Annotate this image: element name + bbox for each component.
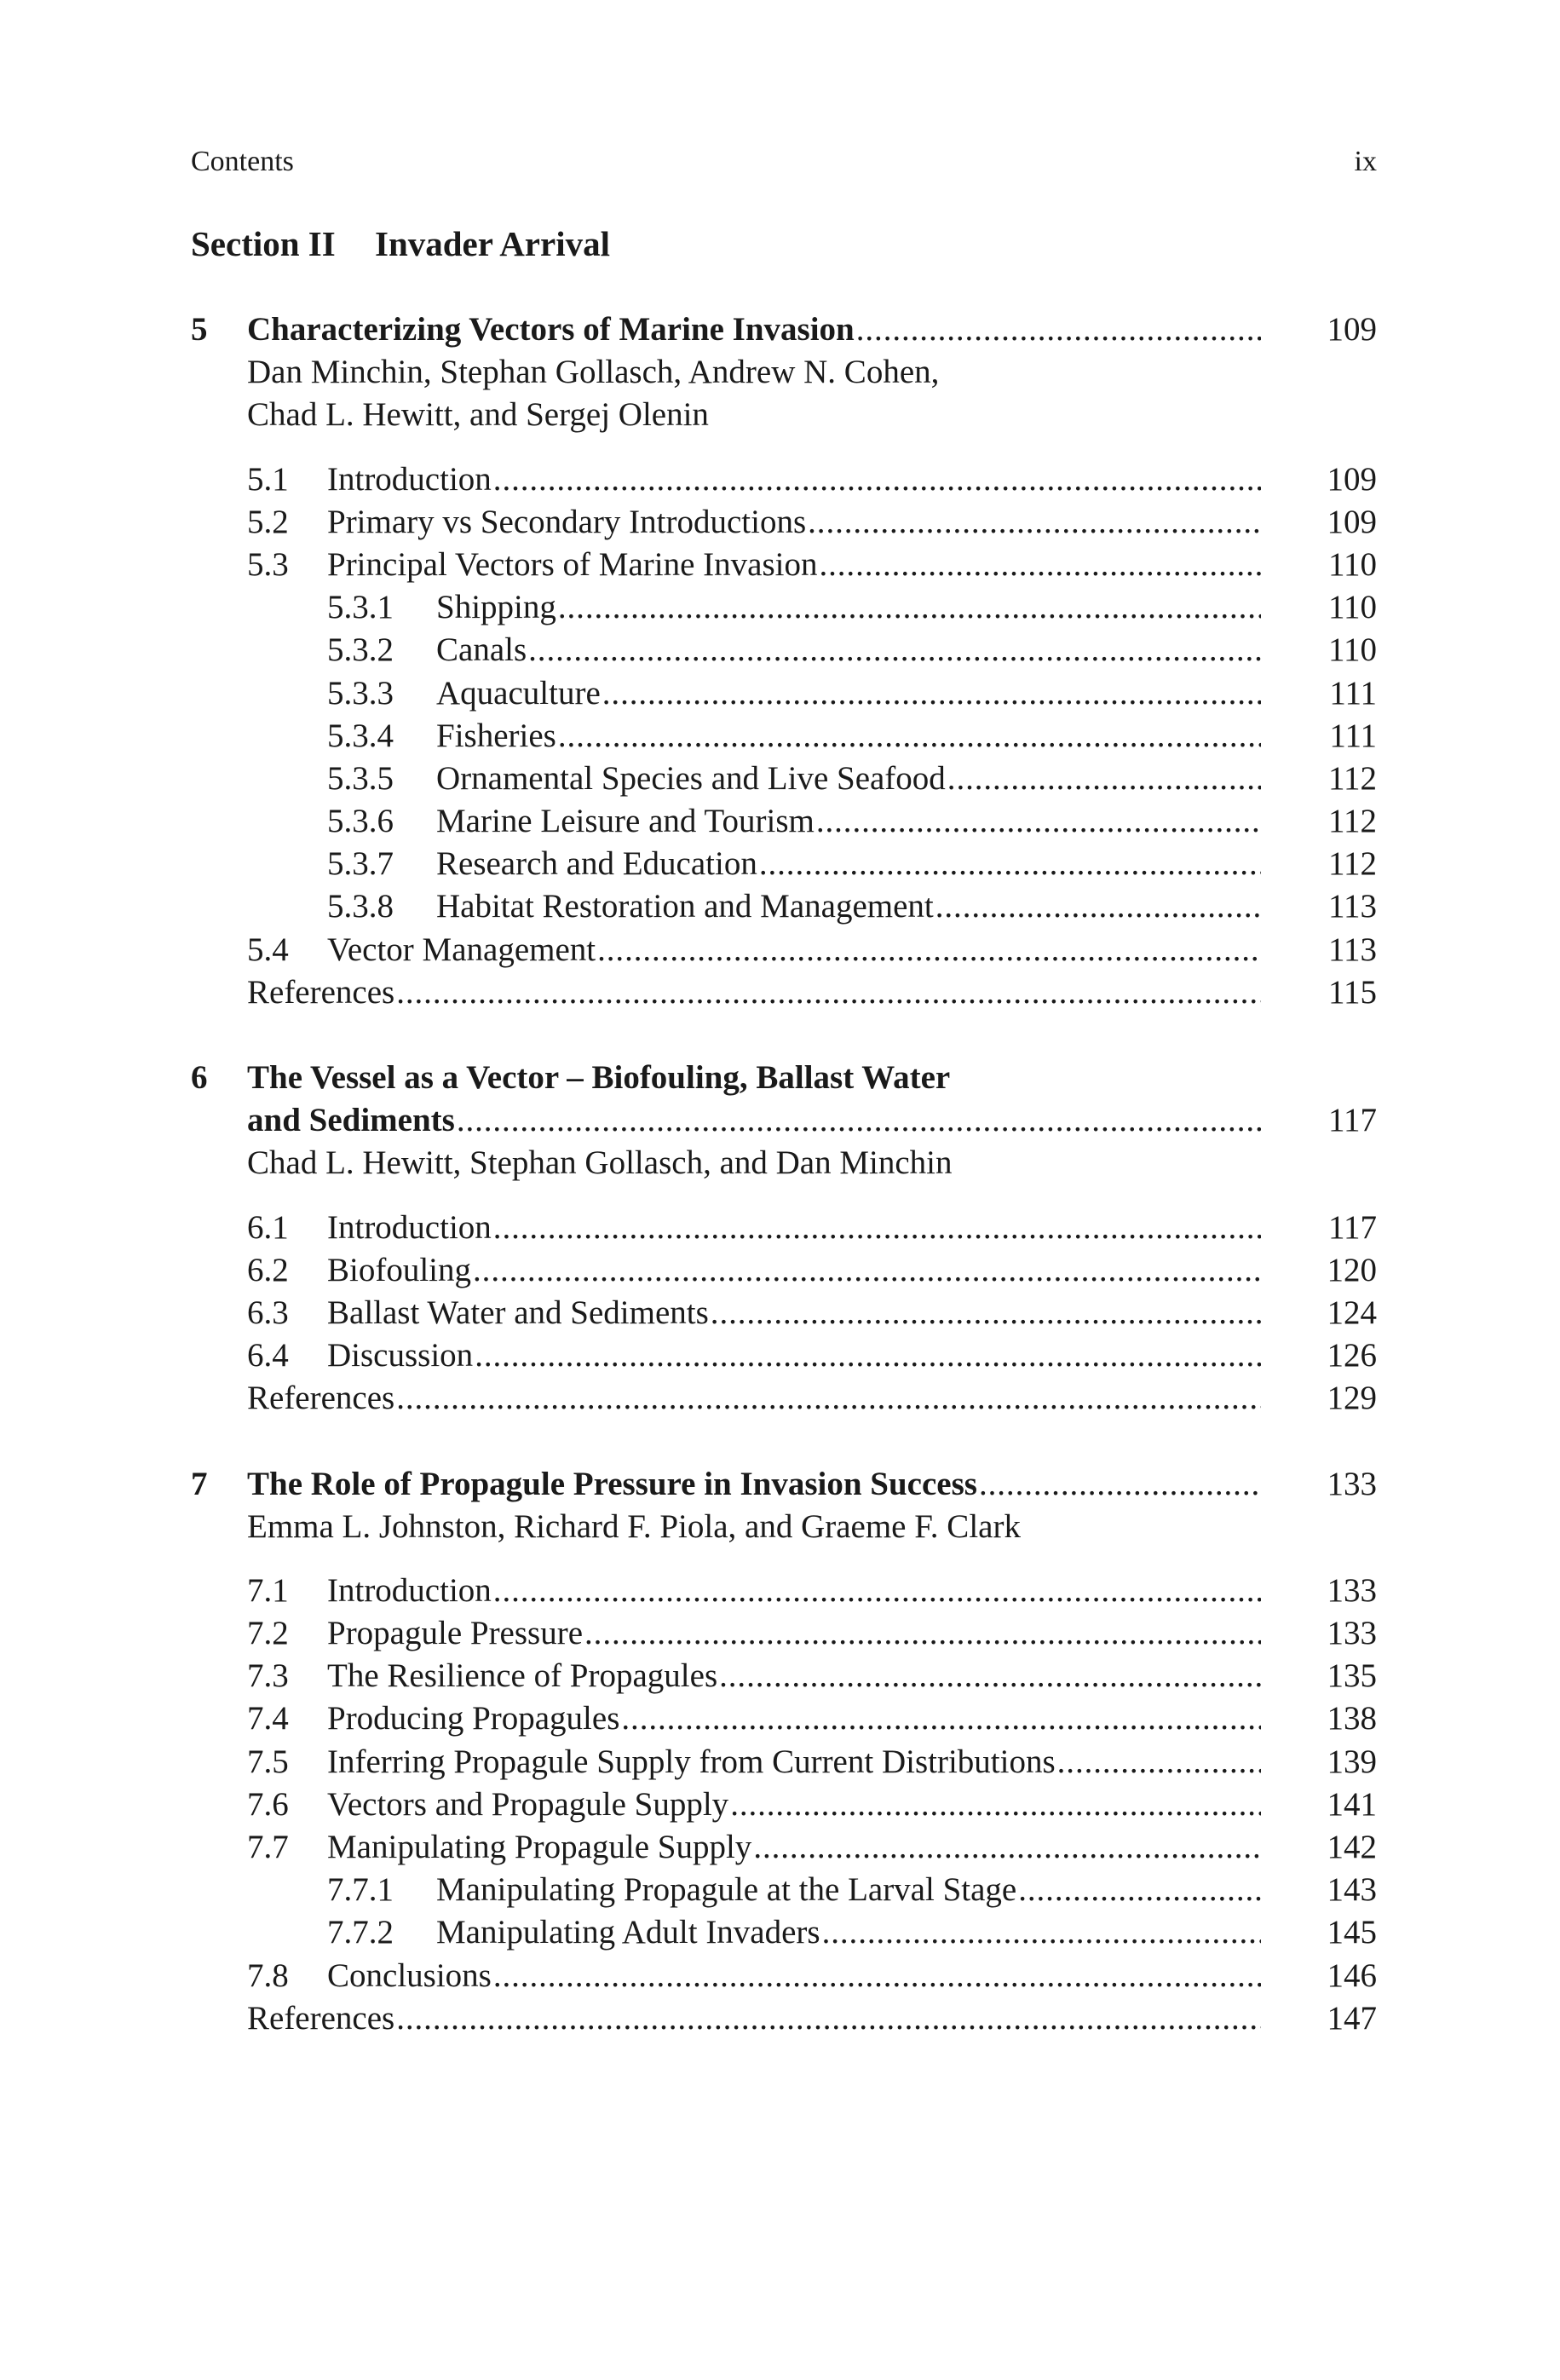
toc-chapter-line[interactable] [191, 1463, 1377, 1506]
authors-row [247, 1506, 1261, 1548]
dot-leader [493, 1207, 1261, 1249]
entry-title[interactable]: Biofouling [327, 1251, 472, 1288]
entry-title[interactable]: References [247, 1999, 395, 2037]
chapter-title-row [247, 1099, 1261, 1142]
section-number: 5.3.7 [327, 845, 394, 883]
toc-entry-row [327, 629, 1261, 671]
toc-entry-row [247, 1249, 1261, 1292]
section-number: 5.3.4 [327, 717, 394, 754]
section-number: 5.3.3 [327, 674, 394, 712]
entry-page-number: 111 [1329, 674, 1377, 712]
toc-entry[interactable] [191, 1249, 1377, 1292]
toc-entry[interactable] [191, 1997, 1377, 2040]
entry-title[interactable]: Vector Management [327, 931, 596, 968]
dot-leader [475, 1334, 1261, 1377]
toc-entry-row [327, 1869, 1261, 1911]
dot-leader [730, 1784, 1261, 1826]
entry-page-number: 115 [1327, 973, 1377, 1011]
running-head-title: Contents [191, 146, 294, 177]
entry-page-number: 109 [1327, 503, 1377, 540]
entry-title[interactable]: Aquaculture [436, 674, 601, 712]
entry-page-number: 141 [1327, 1785, 1377, 1823]
toc-entry-row [247, 501, 1261, 544]
entry-title[interactable]: Primary vs Secondary Introductions [327, 503, 807, 540]
entry-title[interactable]: Introduction [327, 1208, 492, 1246]
toc-entry[interactable] [191, 758, 1377, 800]
toc-chapter-line[interactable] [191, 308, 1377, 351]
section-number: 7.7 [247, 1829, 289, 1865]
entry-page-number: 147 [1327, 1999, 1377, 2037]
entry-title[interactable]: Discussion [327, 1337, 474, 1374]
section-number: Section II [191, 224, 336, 263]
entry-title[interactable]: Introduction [327, 460, 492, 498]
entry-title[interactable]: Manipulating Adult Invaders [436, 1914, 820, 1951]
entry-title[interactable]: Canals [436, 631, 527, 669]
section-number: 5.3.8 [327, 888, 394, 925]
toc-entry[interactable] [191, 629, 1377, 671]
toc-entry-row [247, 1826, 1261, 1869]
entry-page-number: 139 [1327, 1743, 1377, 1780]
dot-leader [597, 929, 1261, 971]
dot-leader [473, 1249, 1261, 1292]
entry-page-number: 133 [1327, 1615, 1377, 1652]
section-number: 7.3 [247, 1657, 289, 1695]
section-number: 5.3.5 [327, 759, 394, 797]
chapter-page-number: 133 [1327, 1465, 1377, 1502]
toc-entry[interactable] [191, 1292, 1377, 1334]
entry-page-number: 113 [1327, 931, 1377, 968]
section-number: 7.5 [247, 1743, 289, 1780]
section-number: 7.7.1 [327, 1871, 394, 1909]
chapter-page-number: 109 [1327, 311, 1377, 348]
toc-entry-row [327, 885, 1261, 928]
dot-leader [457, 1099, 1261, 1142]
toc-entry-row [247, 1784, 1261, 1826]
dot-leader [396, 971, 1261, 1014]
toc-entry[interactable] [191, 1377, 1377, 1420]
entry-title[interactable]: Ornamental Species and Live Seafood [436, 759, 946, 797]
entry-title[interactable]: Manipulating Propagule Supply [327, 1829, 752, 1865]
dot-leader [816, 800, 1261, 843]
toc-entry-row [327, 1911, 1261, 1954]
toc-entry[interactable] [191, 458, 1377, 501]
toc-entry-row [247, 458, 1261, 501]
toc-entry[interactable] [191, 1655, 1377, 1697]
section-number: 5.4 [247, 931, 289, 968]
toc-entry-row [247, 971, 1261, 1014]
toc-entry-row [327, 672, 1261, 715]
authors-row [247, 1142, 1261, 1184]
entry-page-number: 110 [1327, 589, 1377, 626]
section-number: 6.3 [247, 1294, 289, 1331]
entry-page-number: 113 [1327, 888, 1377, 925]
entry-title[interactable]: Producing Propagules [327, 1700, 620, 1737]
toc-entry[interactable] [191, 971, 1377, 1014]
toc-entry[interactable] [191, 800, 1377, 843]
entry-page-number: 109 [1327, 460, 1377, 498]
dot-leader [1018, 1869, 1261, 1911]
section-number: 6.1 [247, 1208, 289, 1246]
toc-entry[interactable] [191, 885, 1377, 928]
toc-entry[interactable] [191, 586, 1377, 629]
running-head [191, 141, 1377, 182]
chapter-number: 5 [191, 311, 208, 348]
toc-entry[interactable] [191, 1741, 1377, 1784]
section-title: Invader Arrival [375, 224, 610, 263]
section-number: 5.1 [247, 460, 289, 498]
chapter-title-row [247, 1463, 1261, 1506]
toc-entry-row [247, 1655, 1261, 1697]
dot-leader [753, 1826, 1261, 1869]
entry-title[interactable]: Introduction [327, 1571, 492, 1609]
section-number: 7.4 [247, 1700, 289, 1737]
dot-leader [808, 501, 1261, 544]
toc-entry[interactable] [191, 1955, 1377, 1997]
dot-leader [584, 1612, 1261, 1655]
toc-entry[interactable] [191, 544, 1377, 586]
author-names: Emma L. Johnston, Richard F. Piola, and Graeme F. Clark [247, 1507, 1021, 1545]
toc-entry-row [327, 586, 1261, 629]
entry-page-number: 111 [1329, 717, 1377, 754]
toc-entry[interactable] [191, 501, 1377, 544]
entry-page-number: 124 [1327, 1294, 1377, 1331]
entry-page-number: 112 [1327, 759, 1377, 797]
section-number: 5.3 [247, 545, 289, 583]
entry-page-number: 146 [1327, 1956, 1377, 1994]
section-number: 5.3.2 [327, 631, 394, 669]
toc-entry-row [327, 758, 1261, 800]
dot-leader [493, 1955, 1261, 1997]
entry-title[interactable]: Conclusions [327, 1956, 492, 1994]
dot-leader [759, 843, 1261, 885]
entry-title[interactable]: Marine Leisure and Tourism [436, 803, 815, 840]
entry-title[interactable]: Manipulating Propagule at the Larval Stage [436, 1871, 1017, 1909]
chapter-number: 7 [191, 1465, 208, 1502]
toc-entry[interactable] [191, 1612, 1377, 1655]
entry-page-number: 142 [1327, 1829, 1377, 1865]
entry-page-number: 112 [1327, 845, 1377, 883]
dot-leader [819, 544, 1261, 586]
section-number: 6.4 [247, 1337, 289, 1374]
dot-leader [856, 308, 1261, 351]
entry-page-number: 138 [1327, 1700, 1377, 1737]
entry-title[interactable]: Research and Education [436, 845, 757, 883]
chapter-page-number: 117 [1327, 1102, 1377, 1139]
entry-title[interactable]: Propagule Pressure [327, 1615, 584, 1652]
section-number: 7.1 [247, 1571, 289, 1609]
dot-leader [528, 629, 1261, 671]
toc-entry[interactable] [191, 1869, 1377, 1911]
toc-entry[interactable] [191, 843, 1377, 885]
entry-page-number: 120 [1327, 1251, 1377, 1288]
toc-entry[interactable] [191, 929, 1377, 971]
entry-title[interactable]: Inferring Propagule Supply from Current Distributions [327, 1743, 1056, 1780]
section-number: 7.6 [247, 1785, 289, 1823]
chapter-title-row [247, 1057, 1261, 1099]
toc-entry-row [247, 1292, 1261, 1334]
toc-chapter-line [191, 1057, 1377, 1099]
section-number: 7.7.2 [327, 1914, 394, 1951]
chapter-title-row [247, 308, 1261, 351]
toc-list [191, 308, 1377, 2040]
page-number: ix [1354, 146, 1377, 177]
toc-entry-row [247, 1955, 1261, 1997]
toc-entry-row [247, 1334, 1261, 1377]
chapter-authors [191, 1142, 1377, 1184]
dot-leader [602, 672, 1261, 715]
entry-page-number: 135 [1327, 1657, 1377, 1695]
toc-entry-row [247, 544, 1261, 586]
toc-entry-row [247, 1377, 1261, 1420]
toc-entry-row [247, 1741, 1261, 1784]
chapter-title[interactable]: and Sediments [247, 1102, 455, 1139]
toc-entry-row [247, 1612, 1261, 1655]
entry-page-number: 112 [1327, 803, 1377, 840]
dot-leader [493, 458, 1261, 501]
dot-leader [711, 1292, 1261, 1334]
author-names: Dan Minchin, Stephan Gollasch, Andrew N. Cohen, [247, 354, 940, 391]
entry-title[interactable]: References [247, 973, 395, 1011]
toc-entry[interactable] [191, 1334, 1377, 1377]
chapter-number: 6 [191, 1059, 208, 1096]
entry-title[interactable]: Habitat Restoration and Management [436, 888, 934, 925]
toc-chapter-line[interactable] [191, 1099, 1377, 1142]
entry-page-number: 110 [1327, 631, 1377, 669]
section-number: 5.3.6 [327, 803, 394, 840]
toc-entry-row [327, 715, 1261, 758]
chapter-title[interactable]: Characterizing Vectors of Marine Invasion [247, 311, 855, 348]
toc-entry-row [247, 1997, 1261, 2040]
entry-page-number: 110 [1327, 545, 1377, 583]
toc-entry[interactable] [191, 1570, 1377, 1612]
section-heading [191, 220, 610, 268]
dot-leader [1057, 1741, 1261, 1784]
entry-page-number: 117 [1327, 1208, 1377, 1246]
dot-leader [396, 1997, 1261, 2040]
entry-title[interactable]: Ballast Water and Sediments [327, 1294, 709, 1331]
section-number: 7.8 [247, 1956, 289, 1994]
toc-entry-row [247, 1697, 1261, 1740]
dot-leader [621, 1697, 1261, 1740]
authors-row [247, 351, 1261, 394]
section-number: 7.2 [247, 1615, 289, 1652]
chapter-authors [191, 1506, 1377, 1548]
author-names: Chad L. Hewitt, and Sergej Olenin [247, 396, 709, 434]
chapter-title[interactable]: The Role of Propagule Pressure in Invasion Success [247, 1465, 977, 1502]
chapter-title: The Vessel as a Vector – Biofouling, Ballast Water [247, 1059, 951, 1096]
dot-leader [719, 1655, 1261, 1697]
toc-entry-row [247, 929, 1261, 971]
authors-row [247, 394, 1261, 436]
toc-entry[interactable] [191, 1826, 1377, 1869]
dot-leader [935, 885, 1261, 928]
entry-page-number: 133 [1327, 1571, 1377, 1609]
section-number: 5.2 [247, 503, 289, 540]
toc-entry-row [327, 800, 1261, 843]
section-number: 5.3.1 [327, 589, 394, 626]
section-number: 6.2 [247, 1251, 289, 1288]
toc-entry[interactable] [191, 672, 1377, 715]
dot-leader [558, 715, 1261, 758]
dot-leader [493, 1570, 1261, 1612]
toc-entry-row [327, 843, 1261, 885]
entry-title[interactable]: Vectors and Propagule Supply [327, 1785, 729, 1823]
toc-entry[interactable] [191, 1697, 1377, 1740]
author-names: Chad L. Hewitt, Stephan Gollasch, and Dan Minchin [247, 1144, 953, 1182]
chapter-authors [191, 394, 1377, 436]
entry-title[interactable]: Principal Vectors of Marine Invasion [327, 545, 818, 583]
entry-page-number: 143 [1327, 1871, 1377, 1909]
toc-entry[interactable] [191, 1207, 1377, 1249]
entry-page-number: 126 [1327, 1337, 1377, 1374]
dot-leader [947, 758, 1261, 800]
toc-entry[interactable] [191, 715, 1377, 758]
dot-leader [558, 586, 1261, 629]
toc-entry[interactable] [191, 1784, 1377, 1826]
entry-page-number: 145 [1327, 1914, 1377, 1951]
dot-leader [396, 1377, 1261, 1420]
toc-entry-row [247, 1207, 1261, 1249]
chapter-authors [191, 351, 1377, 394]
entry-title[interactable]: Shipping [436, 589, 556, 626]
toc-entry[interactable] [191, 1911, 1377, 1954]
entry-title[interactable]: References [247, 1380, 395, 1417]
dot-leader [822, 1911, 1261, 1954]
dot-leader [979, 1463, 1261, 1506]
entry-title[interactable]: The Resilience of Propagules [327, 1657, 718, 1695]
toc-entry-row [247, 1570, 1261, 1612]
entry-page-number: 129 [1327, 1380, 1377, 1417]
entry-title[interactable]: Fisheries [436, 717, 556, 754]
